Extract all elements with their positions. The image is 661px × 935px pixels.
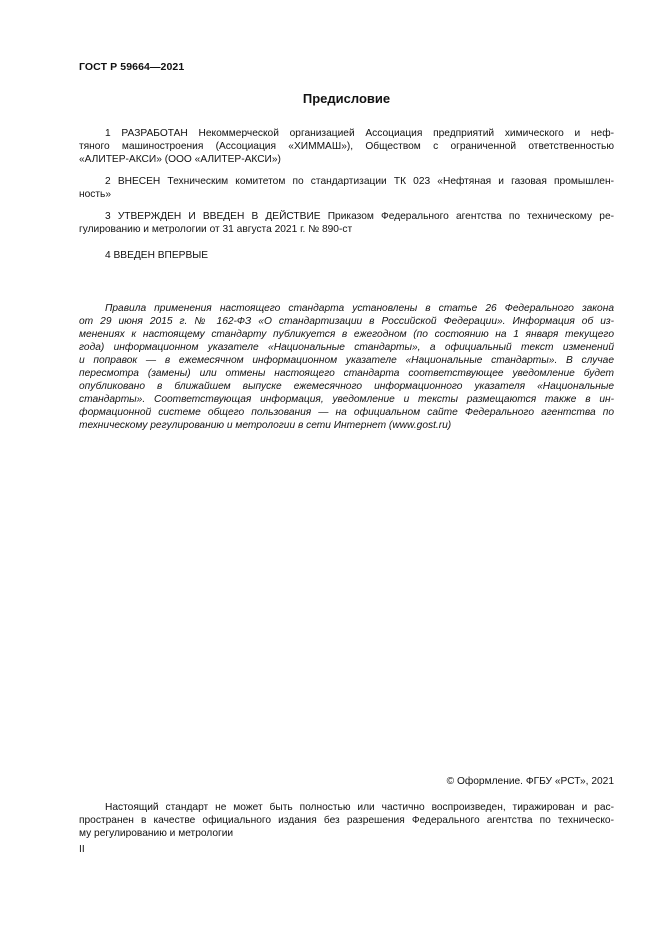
- standard-header: ГОСТ Р 59664—2021: [79, 61, 185, 73]
- copyright-line: © Оформление. ФГБУ «РСТ», 2021: [446, 776, 614, 787]
- reproduction-line-2: пространен в качестве официального издания без разрешения Федерального агентства по техническо-: [79, 815, 614, 826]
- item-1-line-3: «АЛИТЕР-АКСИ» (ООО «АЛИТЕР-АКСИ»): [79, 154, 281, 165]
- item-1-line-1: 1 РАЗРАБОТАН Некоммерческой организацией Ассоциация предприятий химического и неф-: [105, 128, 614, 139]
- notice-line-6: пересмотра (замены) или отмены настоящего стандарта соответствующее уведомление будет: [79, 368, 614, 379]
- item-2-line-2: ность»: [79, 189, 112, 200]
- notice-line-9: формационной системе общего пользования — на официальном сайте Федерального агентства по: [79, 407, 614, 418]
- notice-line-2: от 29 июня 2015 г. № 162-ФЗ «О стандартизации в Российской Федерации». Информация об из-: [79, 316, 614, 327]
- notice-line-5: и поправок — в ежемесячном информационном указателе «Национальные стандарты». В случае: [79, 355, 614, 366]
- item-4-line-1: 4 ВВЕДЕН ВПЕРВЫЕ: [105, 250, 209, 261]
- notice-line-7: опубликовано в ближайшем выпуске ежемесячного информационного указателя «Национальные: [79, 381, 614, 392]
- reproduction-line-3: му регулированию и метрологии: [79, 828, 234, 839]
- notice-line-8: стандарты». Соответствующая информация, уведомление и тексты размещаются также в ин-: [79, 394, 614, 405]
- page-number: II: [79, 844, 85, 855]
- item-3-line-2: гулированию и метрологии от 31 августа 2021 г. № 890-ст: [79, 224, 353, 235]
- item-3-line-1: 3 УТВЕРЖДЕН И ВВЕДЕН В ДЕЙСТВИЕ Приказом Федерального агентства по техническому ре-: [105, 211, 614, 222]
- page-title: Предисловие: [302, 91, 391, 106]
- reproduction-line-1: Настоящий стандарт не может быть полностью или частично воспроизведен, тиражирован и рас-: [105, 802, 614, 813]
- notice-line-1: Правила применения настоящего стандарта установлены в статье 26 Федерального закона: [105, 303, 614, 314]
- notice-line-4: года) информационном указателе «Национальные стандарты», а официальный текст изменений: [79, 342, 614, 353]
- item-2-line-1: 2 ВНЕСЕН Техническим комитетом по стандартизации ТК 023 «Нефтяная и газовая промышлен-: [105, 176, 614, 187]
- item-1-line-2: тяного машиностроения (Ассоциация «ХИММАШ»), Обществом с ограниченной ответственностью: [79, 141, 614, 152]
- notice-line-10: техническому регулированию и метрологии в сети Интернет (www.gost.ru): [79, 420, 452, 431]
- notice-line-3: менениях к настоящему стандарту публикуется в ежегодном (по состоянию на 1 января текущего: [79, 329, 614, 340]
